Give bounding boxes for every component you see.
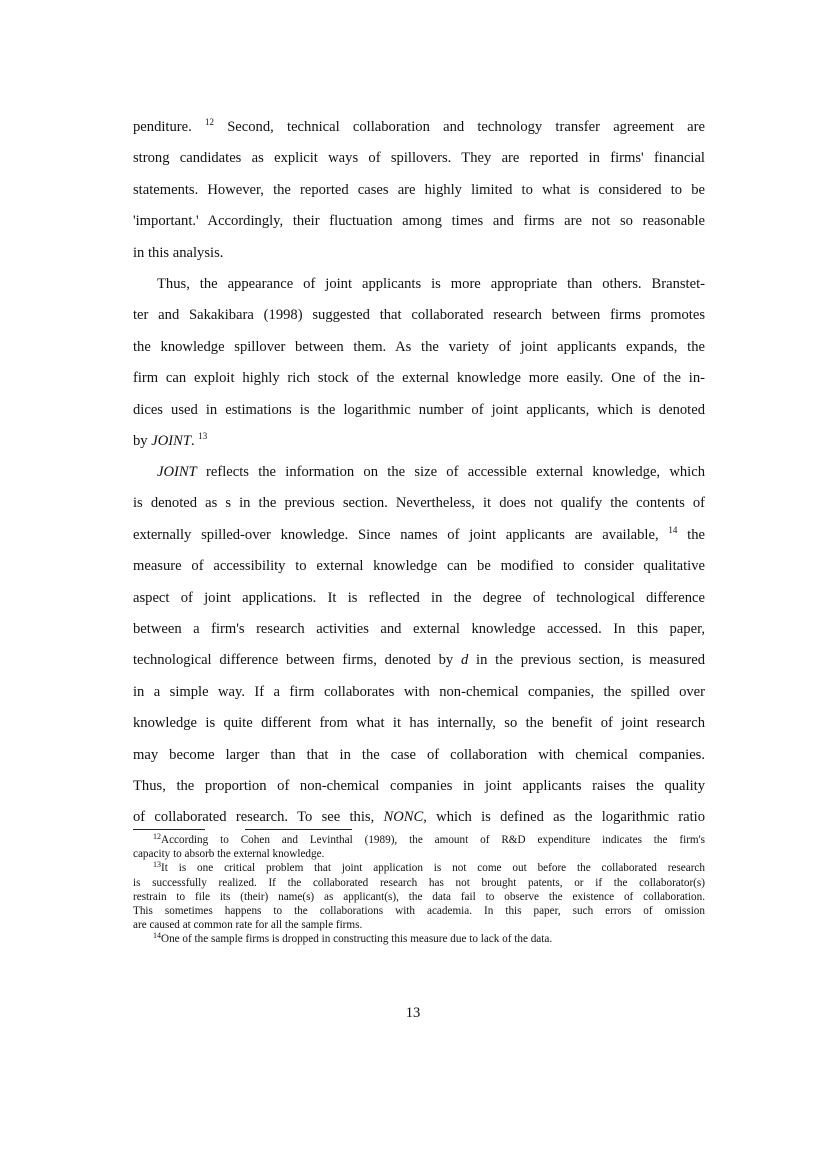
footnote-line: are caused at common rate for all the sample firms. bbox=[133, 919, 363, 932]
text-line: dices used in estimations is the logarithmic number of joint applicants, which is denoted bbox=[133, 401, 705, 418]
text-line: aspect of joint applications. It is reflected in the degree of technological difference bbox=[133, 589, 705, 606]
footnote-ref-13[interactable]: 13 bbox=[198, 431, 208, 442]
text-line: strong candidates as explicit ways of spillovers. They are reported in firms' financial bbox=[133, 150, 705, 167]
text-line: measure of accessibility to external knowledge can be modified to consider qualitative bbox=[133, 558, 705, 575]
paragraph-3 bbox=[133, 457, 705, 834]
text-line: statements. However, the reported cases are highly limited to what is considered to be bbox=[133, 181, 705, 198]
text-line: of collaborated research. To see this, NONC, which is defined as the logarithmic ratio bbox=[133, 809, 706, 826]
footnote-line: $^{14}$One of the sample firms is dropped in constructing this measure due to lack of the data. bbox=[153, 931, 553, 946]
footnote-line: is successfully realized. If the collaborated research has not brought patents, or if the collaborator(s) bbox=[133, 876, 705, 889]
footnote-line: restrain to file its (their) name(s) as applicant(s), the data fail to observe the existence of collaboration. bbox=[133, 890, 705, 903]
text-line: is denoted as s in the previous section. Nevertheless, it does not qualify the contents of bbox=[133, 495, 705, 512]
text-line: the knowledge spillover between them. As the variety of joint applicants expands, the bbox=[133, 338, 705, 355]
variable-nonc: NONC bbox=[383, 809, 424, 826]
text-line: in this analysis. bbox=[133, 244, 224, 261]
footnote-line: $^{12}$According to Cohen and Levinthal (1989), the amount of R&D expenditure indicates the firm's bbox=[153, 832, 705, 846]
footnote-ref-14[interactable]: 14 bbox=[668, 524, 678, 535]
text-line: Thus, the appearance of joint applicants is more appropriate than others. Branstet- bbox=[157, 276, 705, 292]
text-line: Thus, the proportion of non-chemical companies in joint applicants raises the quality bbox=[133, 778, 705, 795]
text-line: may become larger than that in the case of collaboration with chemical companies. bbox=[133, 746, 705, 763]
footnote-ref-12[interactable]: 12 bbox=[204, 117, 214, 127]
page-number: 13 bbox=[405, 1005, 421, 1021]
text-line: ter and Sakakibara (1998) suggested that collaborated research between firms promotes bbox=[133, 307, 705, 324]
paragraph-1 bbox=[133, 112, 705, 269]
footnote-14 bbox=[133, 932, 705, 946]
text-line: in a simple way. If a firm collaborates with non-chemical companies, the spilled over bbox=[133, 683, 705, 700]
text-line: 'important.' Accordingly, their fluctuation among times and firms are not so reasonable bbox=[133, 213, 705, 230]
text-line: penditure. $^{12}$ Second, technical collaboration and technology transfer agreement are bbox=[133, 117, 705, 135]
text-line: between a firm's research activities and external knowledge accessed. In this paper, bbox=[133, 621, 705, 638]
footnote-rule bbox=[245, 829, 352, 830]
text-line: externally spilled-over knowledge. Since names of joint applicants are available, $^{14}$ the bbox=[133, 524, 705, 543]
footnote-line: This sometimes happens to the collaborations with academia. In this paper, such errors of omission bbox=[133, 905, 705, 918]
paragraph-2 bbox=[133, 269, 705, 457]
variable-joint: JOINT bbox=[151, 433, 191, 450]
text-line: by JOINT. $^{13}$ bbox=[133, 431, 208, 450]
footnote-line: $^{13}$It is one critical problem that joint application is not come out before the collaborated research bbox=[153, 860, 705, 875]
text-line: technological difference between firms, denoted by d in the previous section, is measured bbox=[133, 652, 705, 669]
text-line: JOINT reflects the information on the size of accessible external knowledge, which bbox=[157, 464, 705, 480]
footnotes bbox=[133, 833, 705, 947]
text-line: firm can exploit highly rich stock of the external knowledge more easily. One of the in- bbox=[133, 370, 705, 387]
footnote-13 bbox=[133, 861, 705, 932]
variable-joint: JOINT bbox=[157, 464, 197, 480]
variable-d: d bbox=[460, 652, 469, 669]
footnote-rule bbox=[133, 829, 205, 830]
footnote-12 bbox=[133, 833, 705, 861]
footnote-line: capacity to absorb the external knowledge. bbox=[133, 848, 325, 861]
text-line: knowledge is quite different from what it has internally, so the benefit of joint research bbox=[133, 715, 705, 732]
